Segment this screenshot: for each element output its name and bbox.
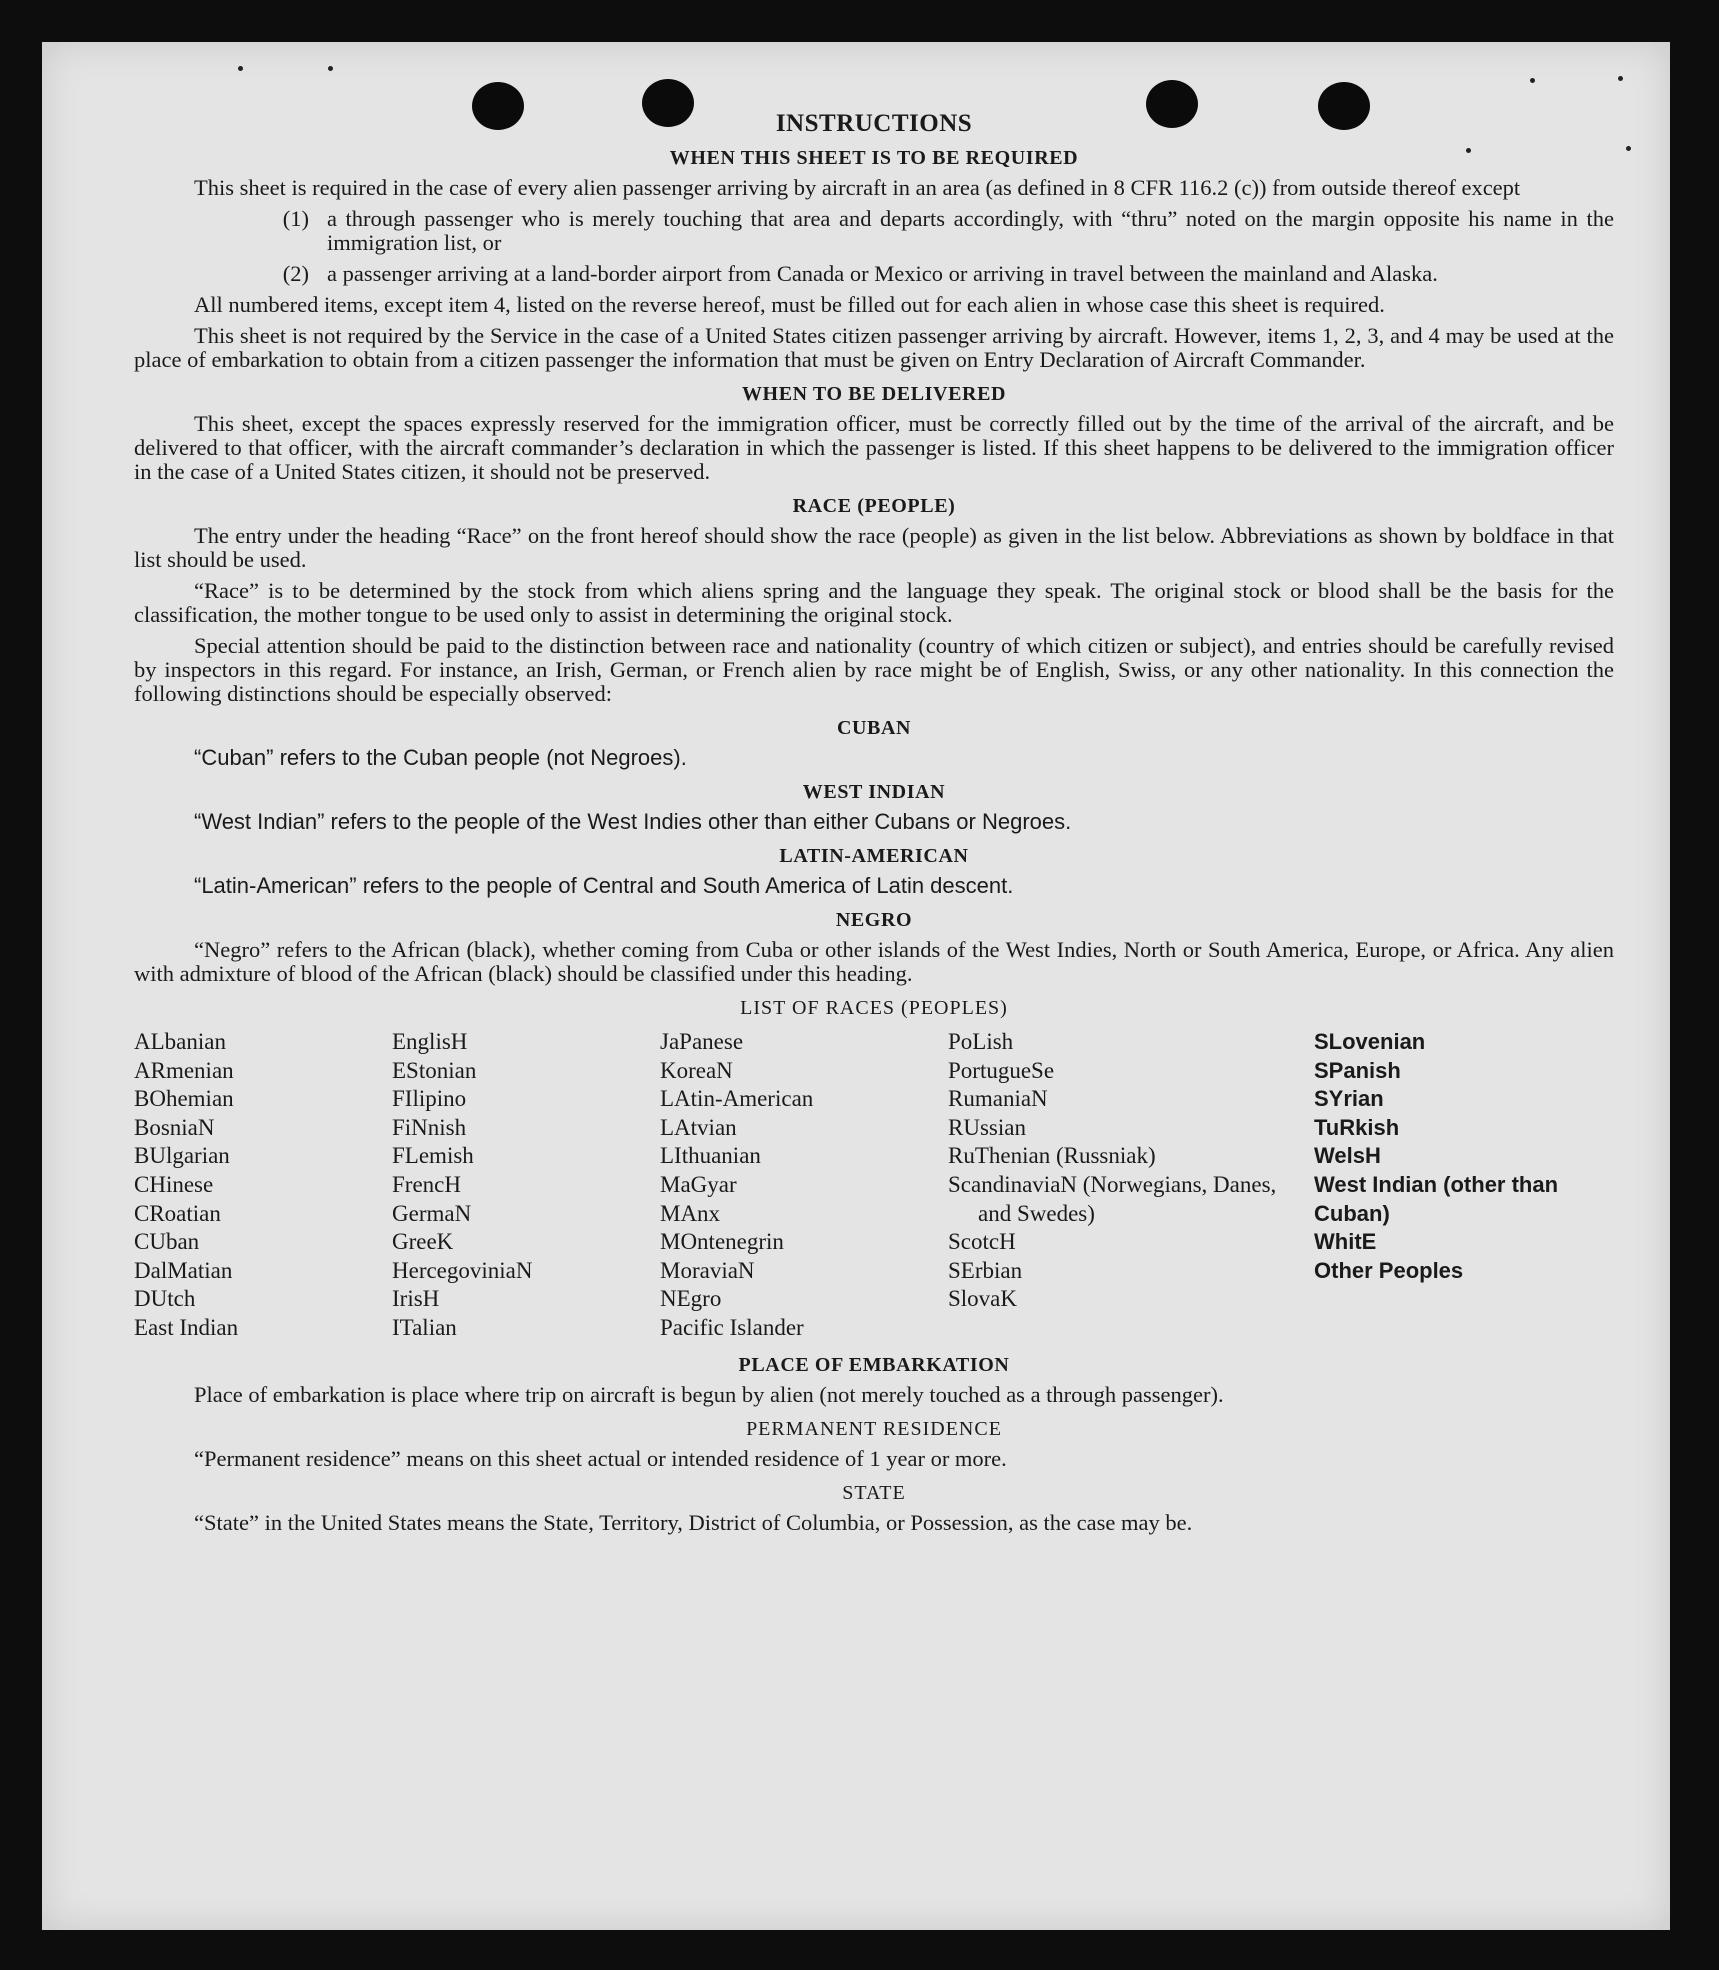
race-list-item: PoLish: [948, 1029, 1014, 1054]
section-heading-required: WHEN THIS SHEET IS TO BE REQUIRED: [669, 147, 1079, 169]
race-column-2: [392, 1028, 660, 1343]
page-title: INSTRUCTIONS: [775, 110, 973, 137]
race-list-item: ALbanian: [134, 1029, 226, 1054]
race-list-item: LAtin-American: [660, 1086, 814, 1112]
race-list-item: DalMatian: [134, 1257, 233, 1283]
race-list-item: FIlipino: [392, 1086, 467, 1112]
race-list-item: MaGyar: [660, 1171, 737, 1197]
race-list-item: GermaN: [392, 1200, 472, 1226]
section-heading-race: RACE (PEOPLE): [792, 495, 956, 517]
race-list-item: Other Peoples: [1314, 1257, 1464, 1283]
race-paragraph-3: Special attention should be paid to the distinction between race and nationality (country of which citizen or subject), and entries should be carefully revised by inspectors in this regard. For instance, an Irish, German, or French alien by race might be of English, Swiss, or any other nationality. In this connection the following distinctions should be especially observed:: [134, 633, 1614, 706]
exception-2: [134, 262, 1614, 286]
negro-text: “Negro” refers to the African (black), whether coming from Cuba or other islands of the West Indies, North or South America, Europe, or Africa. Any alien with admixture of blood of the African (black) should be classified under this heading.: [134, 937, 1614, 986]
citizen-note: This sheet is not required by the Service in the case of a United States citizen passenger arriving by aircraft. However, items 1, 2, 3, and 4 may be used at the place of embarkation to obtain from a citizen passenger the information that must be given on Entry Declaration of Aircraft Commander.: [134, 323, 1614, 372]
embarkation-text: Place of embarkation is place where trip on aircraft is begun by alien (not merely touched as a through passenger).: [194, 1381, 1224, 1407]
race-list-item: SYrian: [1314, 1086, 1384, 1112]
instructions-content: [134, 112, 1614, 1542]
state-text: “State” in the United States means the State, Territory, District of Columbia, or Possession, as the case may be.: [194, 1509, 1193, 1535]
race-list-item: SlovaK: [948, 1286, 1017, 1312]
race-list-item: DUtch: [134, 1286, 196, 1312]
race-list-item: FiNnish: [392, 1114, 467, 1140]
race-paragraph-2: “Race” is to be determined by the stock from which aliens spring and the language they speak. The original stock or blood shall be the basis for the classification, the mother tongue to be used only to assist in determining the original stock.: [134, 578, 1614, 627]
residence-text: “Permanent residence” means on this sheet actual or intended residence of 1 year or more.: [194, 1445, 1007, 1471]
race-list-item: RUssian: [948, 1114, 1026, 1140]
race-list-item: SPanish: [1314, 1057, 1401, 1083]
race-column-4: [948, 1028, 1314, 1343]
section-heading-residence: PERMANENT RESIDENCE: [746, 1417, 1002, 1440]
cuban-text: “Cuban” refers to the Cuban people (not Negroes).: [194, 745, 687, 770]
race-list-item: FLemish: [392, 1143, 474, 1169]
race-list-item: RuThenian (Russniak): [948, 1143, 1156, 1169]
race-list-item: ARmenian: [134, 1057, 234, 1083]
speck: [238, 66, 243, 71]
race-list-item: EnglisH: [392, 1029, 468, 1054]
race-list-item: CHinese: [134, 1171, 214, 1197]
race-list-item: WhitE: [1314, 1229, 1377, 1255]
exception-2-text: a passenger arriving at a land-border airport from Canada or Mexico or arriving in travel between the mainland and Alaska.: [327, 261, 1438, 286]
race-list-item: WelsH: [1314, 1143, 1381, 1169]
exception-1-number: (1): [282, 206, 309, 231]
exception-1-text: a through passenger who is merely touching that area and departs accordingly, with “thru” noted on the margin opposite his name in the immigration list, or: [327, 206, 1614, 255]
race-list-item: BUlgarian: [134, 1143, 230, 1169]
latin-american-text: “Latin-American” refers to the people of Central and South America of Latin descent.: [194, 873, 1014, 898]
race-list-item: LAtvian: [660, 1114, 737, 1140]
race-list-item: BOhemian: [134, 1086, 234, 1112]
race-list-item: PortugueSe: [948, 1057, 1055, 1083]
section-heading-state: STATE: [842, 1481, 906, 1504]
race-list-item: KoreaN: [660, 1057, 733, 1083]
race-list-item: JaPanese: [660, 1029, 744, 1054]
race-list-item: TuRkish: [1314, 1114, 1400, 1140]
exception-2-number: (2): [282, 261, 309, 286]
numbered-items-note: All numbered items, except item 4, listed on the reverse hereof, must be filled out for each alien in whose case this sheet is required.: [194, 292, 1385, 317]
race-list-item: ScotcH: [948, 1229, 1016, 1255]
race-list-item: CRoatian: [134, 1200, 221, 1226]
section-heading-negro: NEGRO: [835, 909, 913, 931]
speck: [1530, 78, 1535, 83]
race-list-item: Pacific Islander: [660, 1314, 804, 1340]
race-column-1: [134, 1028, 392, 1343]
required-intro: This sheet is required in the case of every alien passenger arriving by aircraft in an area (as defined in 8 CFR 116.2 (c)) from outside thereof except: [194, 175, 1521, 200]
race-list-item: GreeK: [392, 1229, 454, 1255]
section-heading-list-of-races: LIST OF RACES (PEOPLES): [740, 997, 1008, 1019]
race-list-item: FrencH: [392, 1171, 461, 1197]
race-list-item: East Indian: [134, 1314, 239, 1340]
race-list-item: SErbian: [948, 1257, 1023, 1283]
race-list-item: IrisH: [392, 1286, 440, 1312]
document-sheet: [42, 42, 1670, 1930]
section-heading-latin-american: LATIN-AMERICAN: [779, 845, 969, 867]
race-paragraph-1: The entry under the heading “Race” on the front hereof should show the race (people) as given in the list below. Abbreviations as shown by boldface in that list should be used.: [134, 523, 1614, 572]
race-list-item: MoraviaN: [660, 1257, 755, 1283]
west-indian-text: “West Indian” refers to the people of the West Indies other than either Cubans or Negroes.: [194, 809, 1072, 834]
race-list-item: MAnx: [660, 1200, 721, 1226]
race-list-item: ITalian: [392, 1314, 457, 1340]
speck: [1626, 146, 1631, 151]
race-list-item: HercegoviniaN: [392, 1257, 533, 1283]
race-list-item: RumaniaN: [948, 1086, 1048, 1112]
race-column-5: [1314, 1028, 1584, 1343]
race-list-item: CUban: [134, 1229, 200, 1255]
section-heading-embarkation: PLACE OF EMBARKATION: [738, 1353, 1010, 1376]
exception-1: [134, 207, 1614, 255]
race-column-3: [660, 1028, 948, 1343]
section-heading-west-indian: WEST INDIAN: [802, 781, 946, 803]
race-list: [134, 1028, 1614, 1343]
race-list-item: West Indian (other than Cuban): [1314, 1171, 1559, 1226]
speck: [1618, 76, 1623, 81]
speck: [328, 66, 333, 71]
race-list-item: LIthuanian: [660, 1143, 761, 1169]
race-list-item: EStonian: [392, 1057, 477, 1083]
race-list-item: MOntenegrin: [660, 1229, 784, 1255]
race-list-item: BosniaN: [134, 1114, 215, 1140]
delivered-text: This sheet, except the spaces expressly reserved for the immigration officer, must be correctly filled out by the time of the arrival of the aircraft, and be delivered to that officer, with the aircraft commander’s declaration in which the passenger is listed. If this sheet happens to be delivered to the immigration officer in the case of a United States citizen, it should not be preserved.: [134, 411, 1614, 484]
race-list-item: ScandinaviaN (Norwegians, Danes, and Swedes): [948, 1171, 1277, 1226]
section-heading-cuban: CUBAN: [836, 717, 912, 739]
section-heading-delivered: WHEN TO BE DELIVERED: [741, 383, 1007, 405]
race-list-item: SLovenian: [1314, 1029, 1426, 1054]
race-list-item: NEgro: [660, 1286, 722, 1312]
